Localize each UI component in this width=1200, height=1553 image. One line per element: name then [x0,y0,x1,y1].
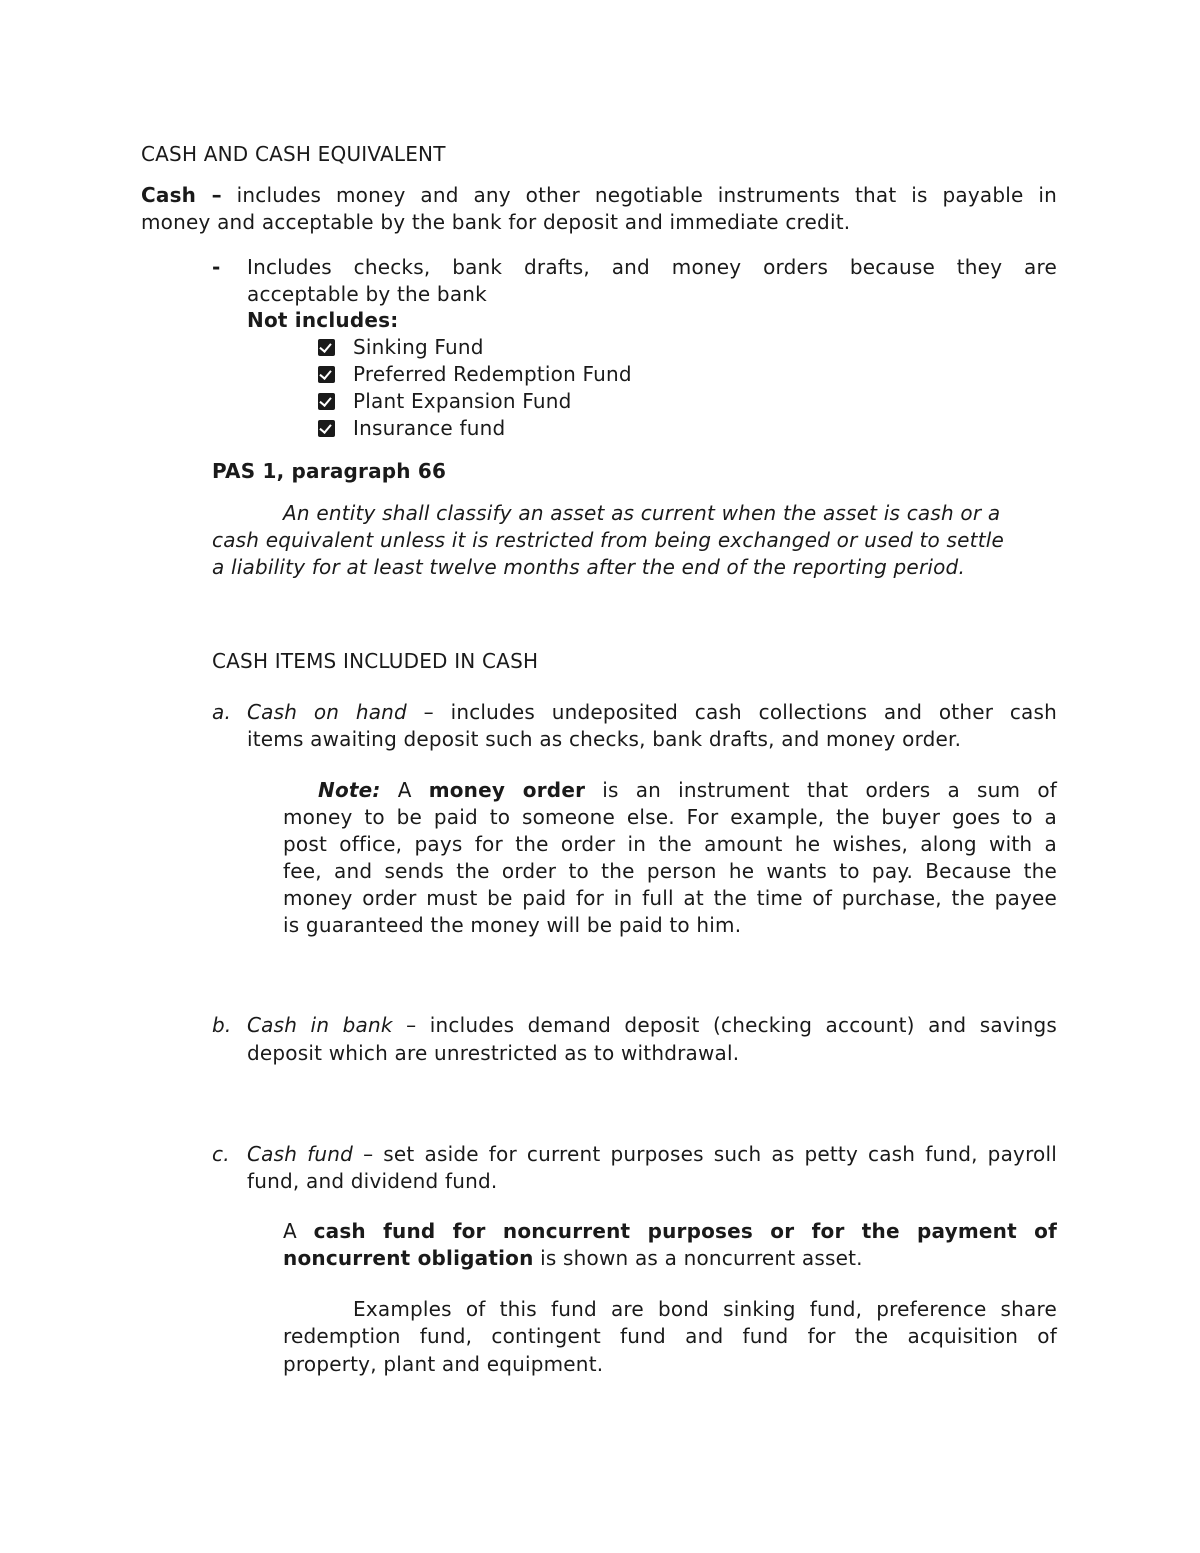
examples-line-2: redemption fund, contingent fund and fund for the acquisition of [283,1324,1057,1348]
checkbox-icon [318,366,335,383]
list-item-label: Plant Expansion Fund [353,389,572,413]
noncurrent-bold-1: cash fund for noncurrent purposes or for the payment of [313,1219,1057,1243]
note-line-1 [318,777,1057,804]
not-includes-label: Not includes: [247,308,399,332]
cash-in-bank-line-2: deposit which are unrestricted as to withdrawal. [247,1041,740,1065]
noncurrent-bold-2: noncurrent obligation [283,1246,534,1270]
note-line-2: money to be paid to someone else. For example, the buyer goes to a [283,805,1057,829]
note-label: Note: [318,778,381,802]
cash-on-hand-line-1 [247,699,1057,726]
cash-fund-term: Cash fund [247,1142,354,1166]
note-line-3: post office, pays for the order in the amount he wishes, along with a [283,832,1057,856]
list-marker-a: a. [212,700,232,724]
checkbox-icon [318,393,335,410]
list-item-label: Sinking Fund [353,335,484,359]
cash-definition-line-2: money and acceptable by the bank for deposit and immediate credit. [141,210,851,234]
examples-line-1: Examples of this fund are bond sinking fund, preference share [353,1297,1057,1321]
cash-in-bank-text: – includes demand deposit (checking account) and savings [392,1013,1057,1037]
noncurrent-pre: A [283,1219,314,1243]
pas-heading: PAS 1, paragraph 66 [212,459,447,483]
list-item-label: Insurance fund [353,416,506,440]
cash-definition-text: includes money and any other negotiable instruments that is payable in [236,183,1057,207]
noncurrent-text: is shown as a noncurrent asset. [533,1246,863,1270]
note-line-6: is guaranteed the money will be paid to him. [283,913,742,937]
cash-in-bank-term: Cash in bank [247,1013,393,1037]
money-order-term: money order [428,778,586,802]
cash-term: Cash – [141,183,222,207]
examples-line-3: property, plant and equipment. [283,1352,604,1376]
noncurrent-line-2 [283,1245,863,1272]
note-line-5: money order must be paid for in full at the time of purchase, the payee [283,886,1057,910]
note-pre: A [380,778,429,802]
includes-line-1: Includes checks, bank drafts, and money orders because they are [247,255,1057,279]
dash-bullet: - [212,255,221,279]
checkbox-icon [318,420,335,437]
pas-text-line-2: cash equivalent unless it is restricted from being exchanged or used to settle [212,528,1005,552]
cash-on-hand-line-2: items awaiting deposit such as checks, bank drafts, and money order. [247,727,962,751]
list-marker-c: c. [212,1142,230,1166]
section-heading: CASH ITEMS INCLUDED IN CASH [212,649,539,673]
list-item-label: Preferred Redemption Fund [353,362,632,386]
not-includes-list [318,334,632,442]
list-item [318,415,632,442]
list-item [318,388,632,415]
cash-fund-line-2: fund, and dividend fund. [247,1169,498,1193]
includes-line-2: acceptable by the bank [247,282,487,306]
checkbox-icon [318,339,335,356]
cash-fund-line-1 [247,1141,1057,1168]
cash-in-bank-line-1 [247,1012,1057,1039]
pas-text-line-1: An entity shall classify an asset as current when the asset is cash or a [283,501,1001,525]
cash-on-hand-text: – includes undeposited cash collections and other cash [406,700,1057,724]
pas-text-line-3: a liability for at least twelve months after the end of the reporting period. [212,555,966,579]
cash-fund-text: – set aside for current purposes such as petty cash fund, payroll [353,1142,1057,1166]
cash-on-hand-term: Cash on hand [247,700,407,724]
list-item [318,334,632,361]
note-text: is an instrument that orders a sum of [585,778,1057,802]
noncurrent-line-1 [283,1218,1057,1245]
list-marker-b: b. [212,1013,232,1037]
cash-definition-line-1 [141,182,1057,209]
document-title: CASH AND CASH EQUIVALENT [141,142,446,166]
list-item [318,361,632,388]
note-line-4: fee, and sends the order to the person he wants to pay. Because the [283,859,1057,883]
